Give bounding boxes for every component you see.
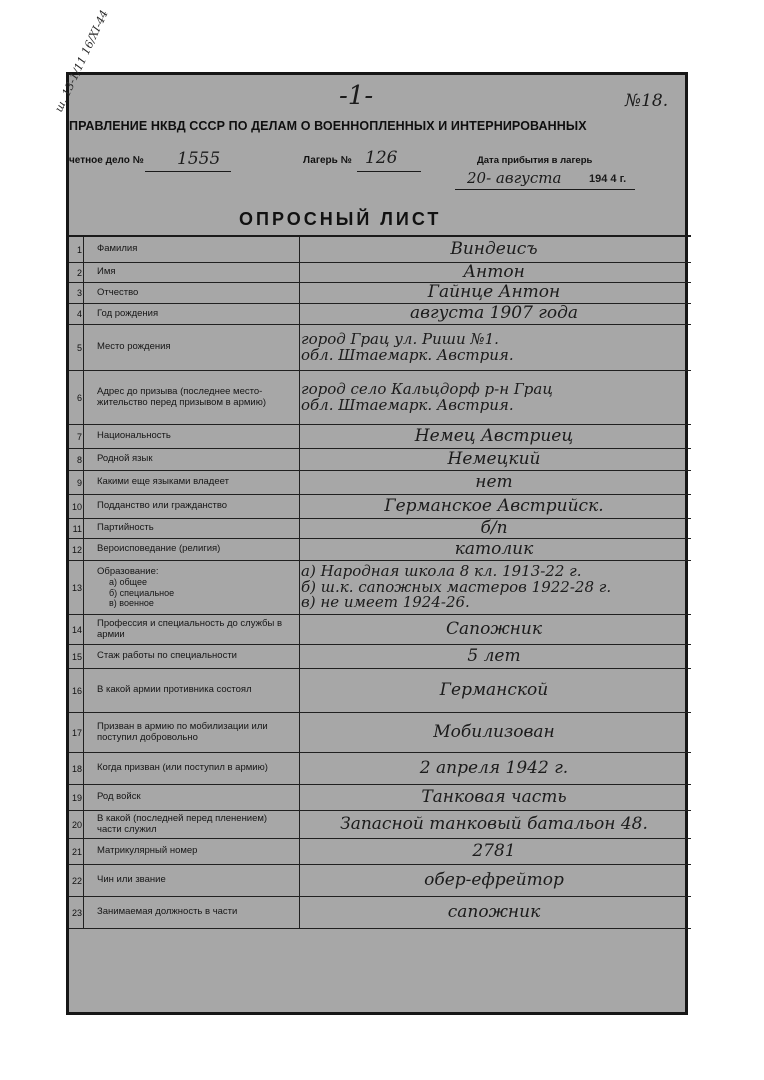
- handwritten-line: обл. Штаемарк. Австрия.: [301, 345, 514, 364]
- handwritten-value: Антон: [463, 261, 525, 282]
- form-table: [69, 235, 691, 929]
- row-number: 15: [69, 645, 84, 668]
- row-number: 16: [69, 669, 84, 712]
- record-number: 1555: [177, 149, 221, 169]
- questionnaire-sheet: [52, 8, 688, 1015]
- form-row: [69, 449, 691, 471]
- header-title: ПРАВЛЕНИЕ НКВД СССР ПО ДЕЛАМ О ВОЕННОПЛЕННЫХ И ИНТЕРНИРОВАННЫХ: [69, 119, 587, 133]
- row-number: 18: [69, 753, 84, 784]
- camp-underline: [357, 171, 421, 172]
- row-number: 5: [69, 325, 84, 370]
- form-title: ОПРОСНЫЙ ЛИСТ: [239, 209, 442, 229]
- handwritten-line: город Грац ул. Риши №1.: [301, 329, 499, 348]
- handwritten-value: [301, 561, 687, 614]
- handwritten-line: город село Кальцдорф р-н Грац: [301, 379, 553, 398]
- handwritten-line: б) ш.к. сапожных мастеров 1922-28 г.: [301, 577, 612, 596]
- form-row: [69, 645, 691, 669]
- row-number: 13: [69, 561, 84, 614]
- field-sublabel: а) общее: [109, 577, 147, 588]
- handwritten-value: Сапожник: [446, 618, 542, 639]
- form-row: [69, 263, 691, 283]
- field-label: Отчество: [85, 283, 300, 303]
- field-label: Родной язык: [85, 449, 300, 470]
- field-sublabel: б) специальное: [109, 587, 175, 598]
- row-number: 3: [69, 283, 84, 303]
- form-row: [69, 283, 691, 304]
- handwritten-value: Танковая часть: [421, 786, 567, 807]
- field-sublabel: в) военное: [109, 598, 154, 609]
- form-row: [69, 425, 691, 449]
- form-row: [69, 519, 691, 539]
- field-label: Вероисповедание (религия): [85, 539, 300, 560]
- handwritten-value: Немецкий: [447, 448, 541, 469]
- row-number: 10: [69, 495, 84, 518]
- handwritten-value: [301, 325, 687, 370]
- field-label: Призван в армию по мобилизации или поступил добровольно: [85, 713, 300, 752]
- row-number: 14: [69, 615, 84, 644]
- field-label: Год рождения: [85, 304, 300, 324]
- form-row: [69, 753, 691, 785]
- form-row: [69, 811, 691, 839]
- sheet-number: №18.: [625, 91, 669, 111]
- field-label: Адрес до призыва (последнее место-жительство перед призывом в армию): [85, 371, 300, 424]
- handwritten-value: Германское Австрийск.: [384, 495, 604, 516]
- row-number: 6: [69, 371, 84, 424]
- form-row: [69, 865, 691, 897]
- form-row: [69, 839, 691, 865]
- field-label: Национальность: [85, 425, 300, 448]
- form-row: [69, 669, 691, 713]
- row-number: 7: [69, 425, 84, 448]
- form-row: [69, 615, 691, 645]
- form-row: [69, 495, 691, 519]
- form-row: [69, 371, 691, 425]
- archive-corner-note: ш. 13-1/11 16/XI-44: [52, 8, 111, 115]
- handwritten-value: Гайнце Антон: [427, 282, 561, 303]
- handwritten-line: в) не имеет 1924-26.: [301, 593, 470, 612]
- row-number: 12: [69, 539, 84, 560]
- camp-number: 126: [365, 148, 398, 168]
- handwritten-value: Виндеисъ: [450, 238, 538, 259]
- handwritten-value: Немец Австриец: [414, 425, 574, 446]
- row-number: 9: [69, 471, 84, 494]
- field-label: [85, 561, 300, 614]
- form-row: [69, 785, 691, 811]
- handwritten-value: 5 лет: [467, 645, 521, 666]
- arrival-date: 20- августа: [467, 169, 562, 187]
- field-label: Партийность: [85, 519, 300, 538]
- field-label: Род войск: [85, 785, 300, 810]
- field-label: Место рождения: [85, 325, 300, 370]
- row-number: 11: [69, 519, 84, 538]
- record-label: четное дело №: [69, 155, 144, 166]
- record-underline: [145, 171, 231, 172]
- field-label: Подданство или гражданство: [85, 495, 300, 518]
- row-number: 19: [69, 785, 84, 810]
- field-label: В какой армии противника состоял: [85, 669, 300, 712]
- field-label: Какими еще языками владеет: [85, 471, 300, 494]
- handwritten-value: нет: [475, 471, 513, 492]
- handwritten-value: б/п: [480, 517, 508, 538]
- row-number: 22: [69, 865, 84, 896]
- arrival-year: 194 4 г.: [589, 173, 627, 185]
- field-label-text: Образование:: [97, 565, 159, 577]
- field-label: Имя: [85, 263, 300, 282]
- handwritten-value: августа 1907 года: [409, 303, 579, 324]
- field-label: Стаж работы по специальности: [85, 645, 300, 668]
- page-number: -1-: [339, 81, 374, 111]
- row-number: 21: [69, 839, 84, 864]
- handwritten-value: [301, 371, 687, 424]
- handwritten-line: а) Народная школа 8 кл. 1913-22 г.: [301, 561, 582, 580]
- form-row: [69, 471, 691, 495]
- field-label: Матрикулярный номер: [85, 839, 300, 864]
- field-label: Профессия и специальность до службы в армии: [85, 615, 300, 644]
- row-number: 17: [69, 713, 84, 752]
- field-label: В какой (последней перед пленением) части служил: [85, 811, 300, 838]
- handwritten-value: 2781: [472, 840, 516, 861]
- row-number: 2: [69, 263, 84, 282]
- handwritten-value: Мобилизован: [433, 721, 555, 742]
- form-row: [69, 713, 691, 753]
- handwritten-value: обер-ефрейтор: [424, 869, 564, 890]
- handwritten-value: 2 апреля 1942 г.: [419, 757, 569, 778]
- handwritten-line: обл. Штаемарк. Австрия.: [301, 395, 514, 414]
- form-row: [69, 897, 691, 929]
- row-number: 23: [69, 897, 84, 928]
- form-row: [69, 304, 691, 325]
- row-number: 20: [69, 811, 84, 838]
- handwritten-value: Германской: [439, 679, 549, 700]
- form-row: [69, 237, 691, 263]
- field-label: Занимаемая должность в части: [85, 897, 300, 928]
- handwritten-value: Запасной танковый батальон 48.: [340, 813, 648, 834]
- handwritten-value: сапожник: [447, 901, 541, 922]
- form-row: [69, 325, 691, 371]
- form-row: [69, 561, 691, 615]
- handwritten-value: католик: [454, 538, 534, 559]
- field-label: Когда призван (или поступил в армию): [85, 753, 300, 784]
- field-label: Фамилия: [85, 237, 300, 262]
- row-number: 1: [69, 237, 84, 262]
- arrival-label: Дата прибытия в лагерь: [477, 155, 593, 166]
- row-number: 4: [69, 304, 84, 324]
- row-number: 8: [69, 449, 84, 470]
- camp-label: Лагерь №: [303, 155, 352, 166]
- form-row: [69, 539, 691, 561]
- field-label: Чин или звание: [85, 865, 300, 896]
- arrival-underline: [455, 189, 635, 190]
